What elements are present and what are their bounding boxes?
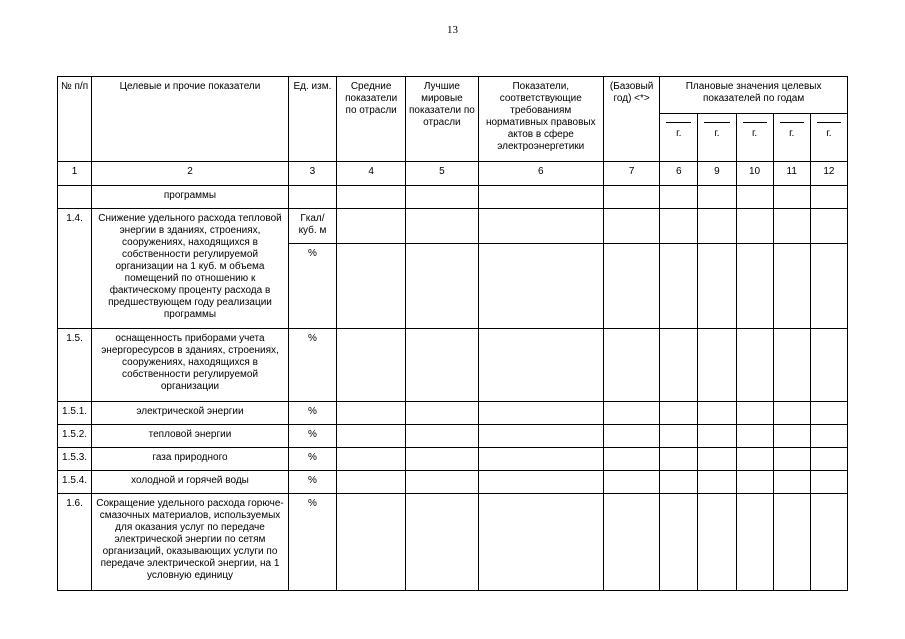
header-unit: Ед. изм.	[288, 77, 336, 162]
indicator-name: программы	[92, 186, 289, 209]
table-row	[58, 402, 848, 425]
row-number: 1.5.	[58, 329, 92, 402]
table-row	[58, 448, 848, 471]
year-header-2: г.	[698, 114, 736, 162]
indicator-name: Снижение удельного расхода тепловой энергии в зданиях, строениях, сооружениях, находящихся в собственности регулируемой организации на 1 куб. м объема помещений по отношению к фактическому проценту расхода в предшествующем году реализации программы	[92, 209, 289, 329]
unit-cell: Гкал/ куб. м	[288, 209, 336, 244]
unit-cell: %	[288, 494, 336, 591]
header-indicators: Целевые и прочие показатели	[92, 77, 289, 162]
header-base-year: (Базовый год) <*>	[604, 77, 660, 162]
column-index: 10	[736, 162, 773, 186]
year-header-3: г.	[736, 114, 773, 162]
column-index: 1	[58, 162, 92, 186]
column-index: 3	[288, 162, 336, 186]
header-industry-average: Средние показатели по отрасли	[337, 77, 406, 162]
indicator-name: газа природного	[92, 448, 289, 471]
indicators-table	[57, 76, 848, 591]
column-index-row	[58, 162, 848, 186]
header-world-best: Лучшие мировые показатели по отрасли	[406, 77, 478, 162]
row-number: 1.5.4.	[58, 471, 92, 494]
table-row	[58, 425, 848, 448]
header-regulatory: Показатели, соответствующие требованиям нормативных правовых актов в сфере электроэнергетики	[478, 77, 603, 162]
column-index: 9	[698, 162, 736, 186]
year-header-4: г.	[773, 114, 810, 162]
indicator-name: тепловой энергии	[92, 425, 289, 448]
year-header-5: г.	[810, 114, 847, 162]
table-row	[58, 471, 848, 494]
column-index: 5	[406, 162, 478, 186]
page-number: 13	[447, 24, 458, 36]
header-number: № п/п	[58, 77, 92, 162]
column-index: 6	[478, 162, 603, 186]
row-number: 1.5.2.	[58, 425, 92, 448]
column-index: 6	[660, 162, 698, 186]
unit-cell: %	[288, 471, 336, 494]
unit-cell: %	[288, 402, 336, 425]
column-index: 7	[604, 162, 660, 186]
header-planned-values: Плановые значения целевых показателей по годам	[660, 77, 848, 114]
row-number: 1.6.	[58, 494, 92, 591]
table-row	[58, 329, 848, 402]
unit-cell: %	[288, 329, 336, 402]
column-index: 11	[773, 162, 810, 186]
row-number: 1.5.3.	[58, 448, 92, 471]
table-row	[58, 209, 848, 244]
column-index: 12	[810, 162, 847, 186]
row-number: 1.5.1.	[58, 402, 92, 425]
indicator-name: холодной и горячей воды	[92, 471, 289, 494]
column-index: 2	[92, 162, 289, 186]
unit-cell: %	[288, 448, 336, 471]
unit-cell: %	[288, 244, 336, 329]
indicator-name: электрической энергии	[92, 402, 289, 425]
row-number: 1.4.	[58, 209, 92, 329]
unit-cell: %	[288, 425, 336, 448]
table-row	[58, 186, 848, 209]
table-row	[58, 494, 848, 591]
indicator-name: оснащенность приборами учета энергоресурсов в зданиях, строениях, сооружениях, находящихся в собственности регулируемой организации	[92, 329, 289, 402]
year-header-1: г.	[660, 114, 698, 162]
header-row	[58, 77, 848, 114]
indicator-name: Сокращение удельного расхода горюче-смазочных материалов, используемых для оказания услуг по передаче электрической энергии по сетям организаций, оказывающих услуги по передаче электрической энергии, на 1 условную единицу	[92, 494, 289, 591]
column-index: 4	[337, 162, 406, 186]
